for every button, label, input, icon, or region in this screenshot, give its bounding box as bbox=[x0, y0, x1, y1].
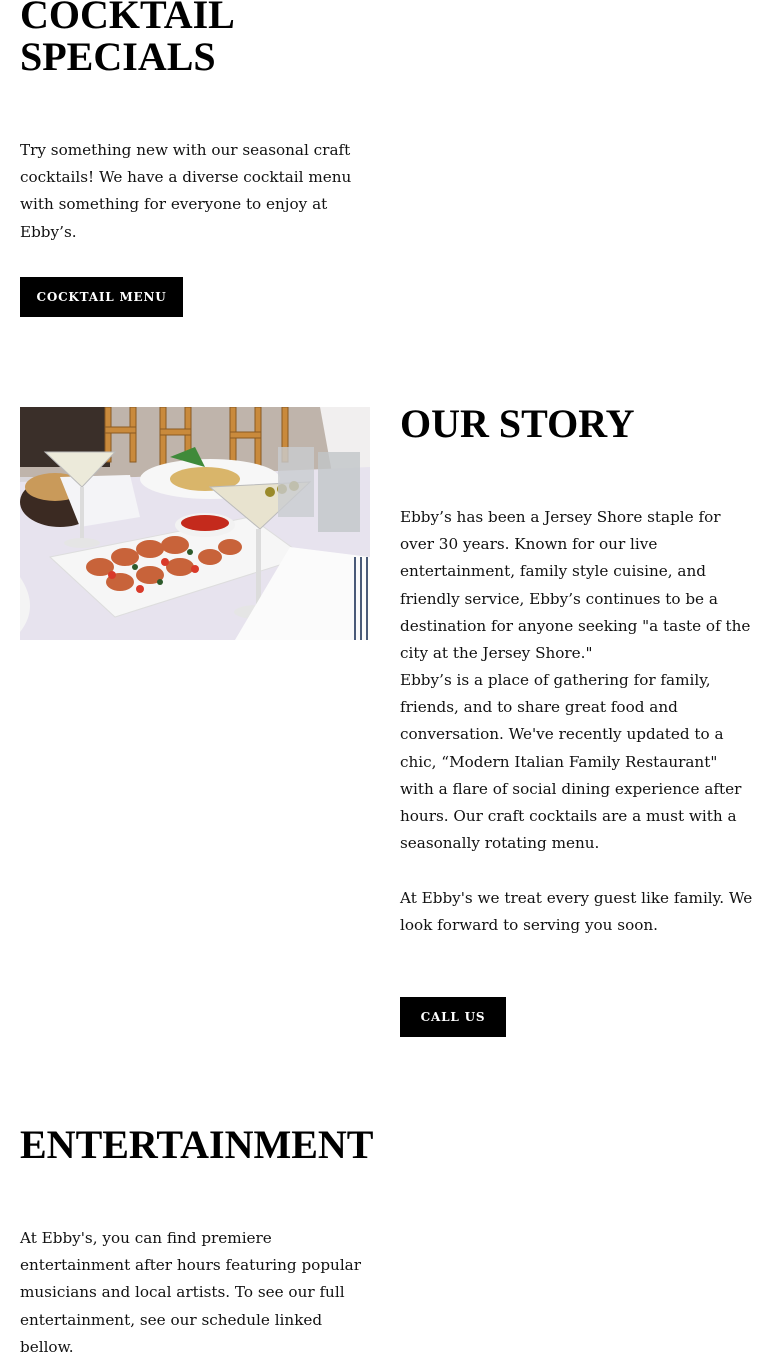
our-story-heading: OUR STORY bbox=[400, 401, 635, 446]
restaurant-table-photo bbox=[20, 407, 370, 640]
cocktail-specials-heading: COCKTAIL SPECIALS bbox=[20, 0, 235, 79]
our-story-paragraph-3: At Ebby's we treat every guest like family. We look forward to serving you soon. bbox=[400, 889, 753, 935]
entertainment-heading: ENTERTAINMENT bbox=[20, 1122, 374, 1167]
our-story-paragraph-1: Ebby’s has been a Jersey Shore staple for over 30 years. Known for our live entertainment, family style cuisine, and friendly service, Ebby’s continues to be a destination for anyone seeking "a taste of the city at the Jersey Shore." bbox=[400, 508, 751, 663]
cocktail-menu-button[interactable]: COCKTAIL MENU bbox=[20, 277, 183, 317]
cocktail-specials-description: Try something new with our seasonal craft cocktails! We have a diverse cocktail menu with something for everyone to enjoy at Ebby’s. bbox=[20, 141, 352, 241]
entertainment-description: At Ebby's, you can find premiere entertainment after hours featuring popular musicians and local artists. To see our full entertainment, see our schedule linked bellow. bbox=[20, 1229, 361, 1356]
our-story-paragraph-2: Ebby’s is a place of gathering for family, friends, and to share great food and conversation. We've recently updated to a chic, “Modern Italian Family Restaurant" with a flare of social dining experience after hours. Our craft cocktails are a must with a seasonally rotating menu. bbox=[400, 671, 742, 853]
call-us-button[interactable]: CALL US bbox=[400, 997, 506, 1037]
